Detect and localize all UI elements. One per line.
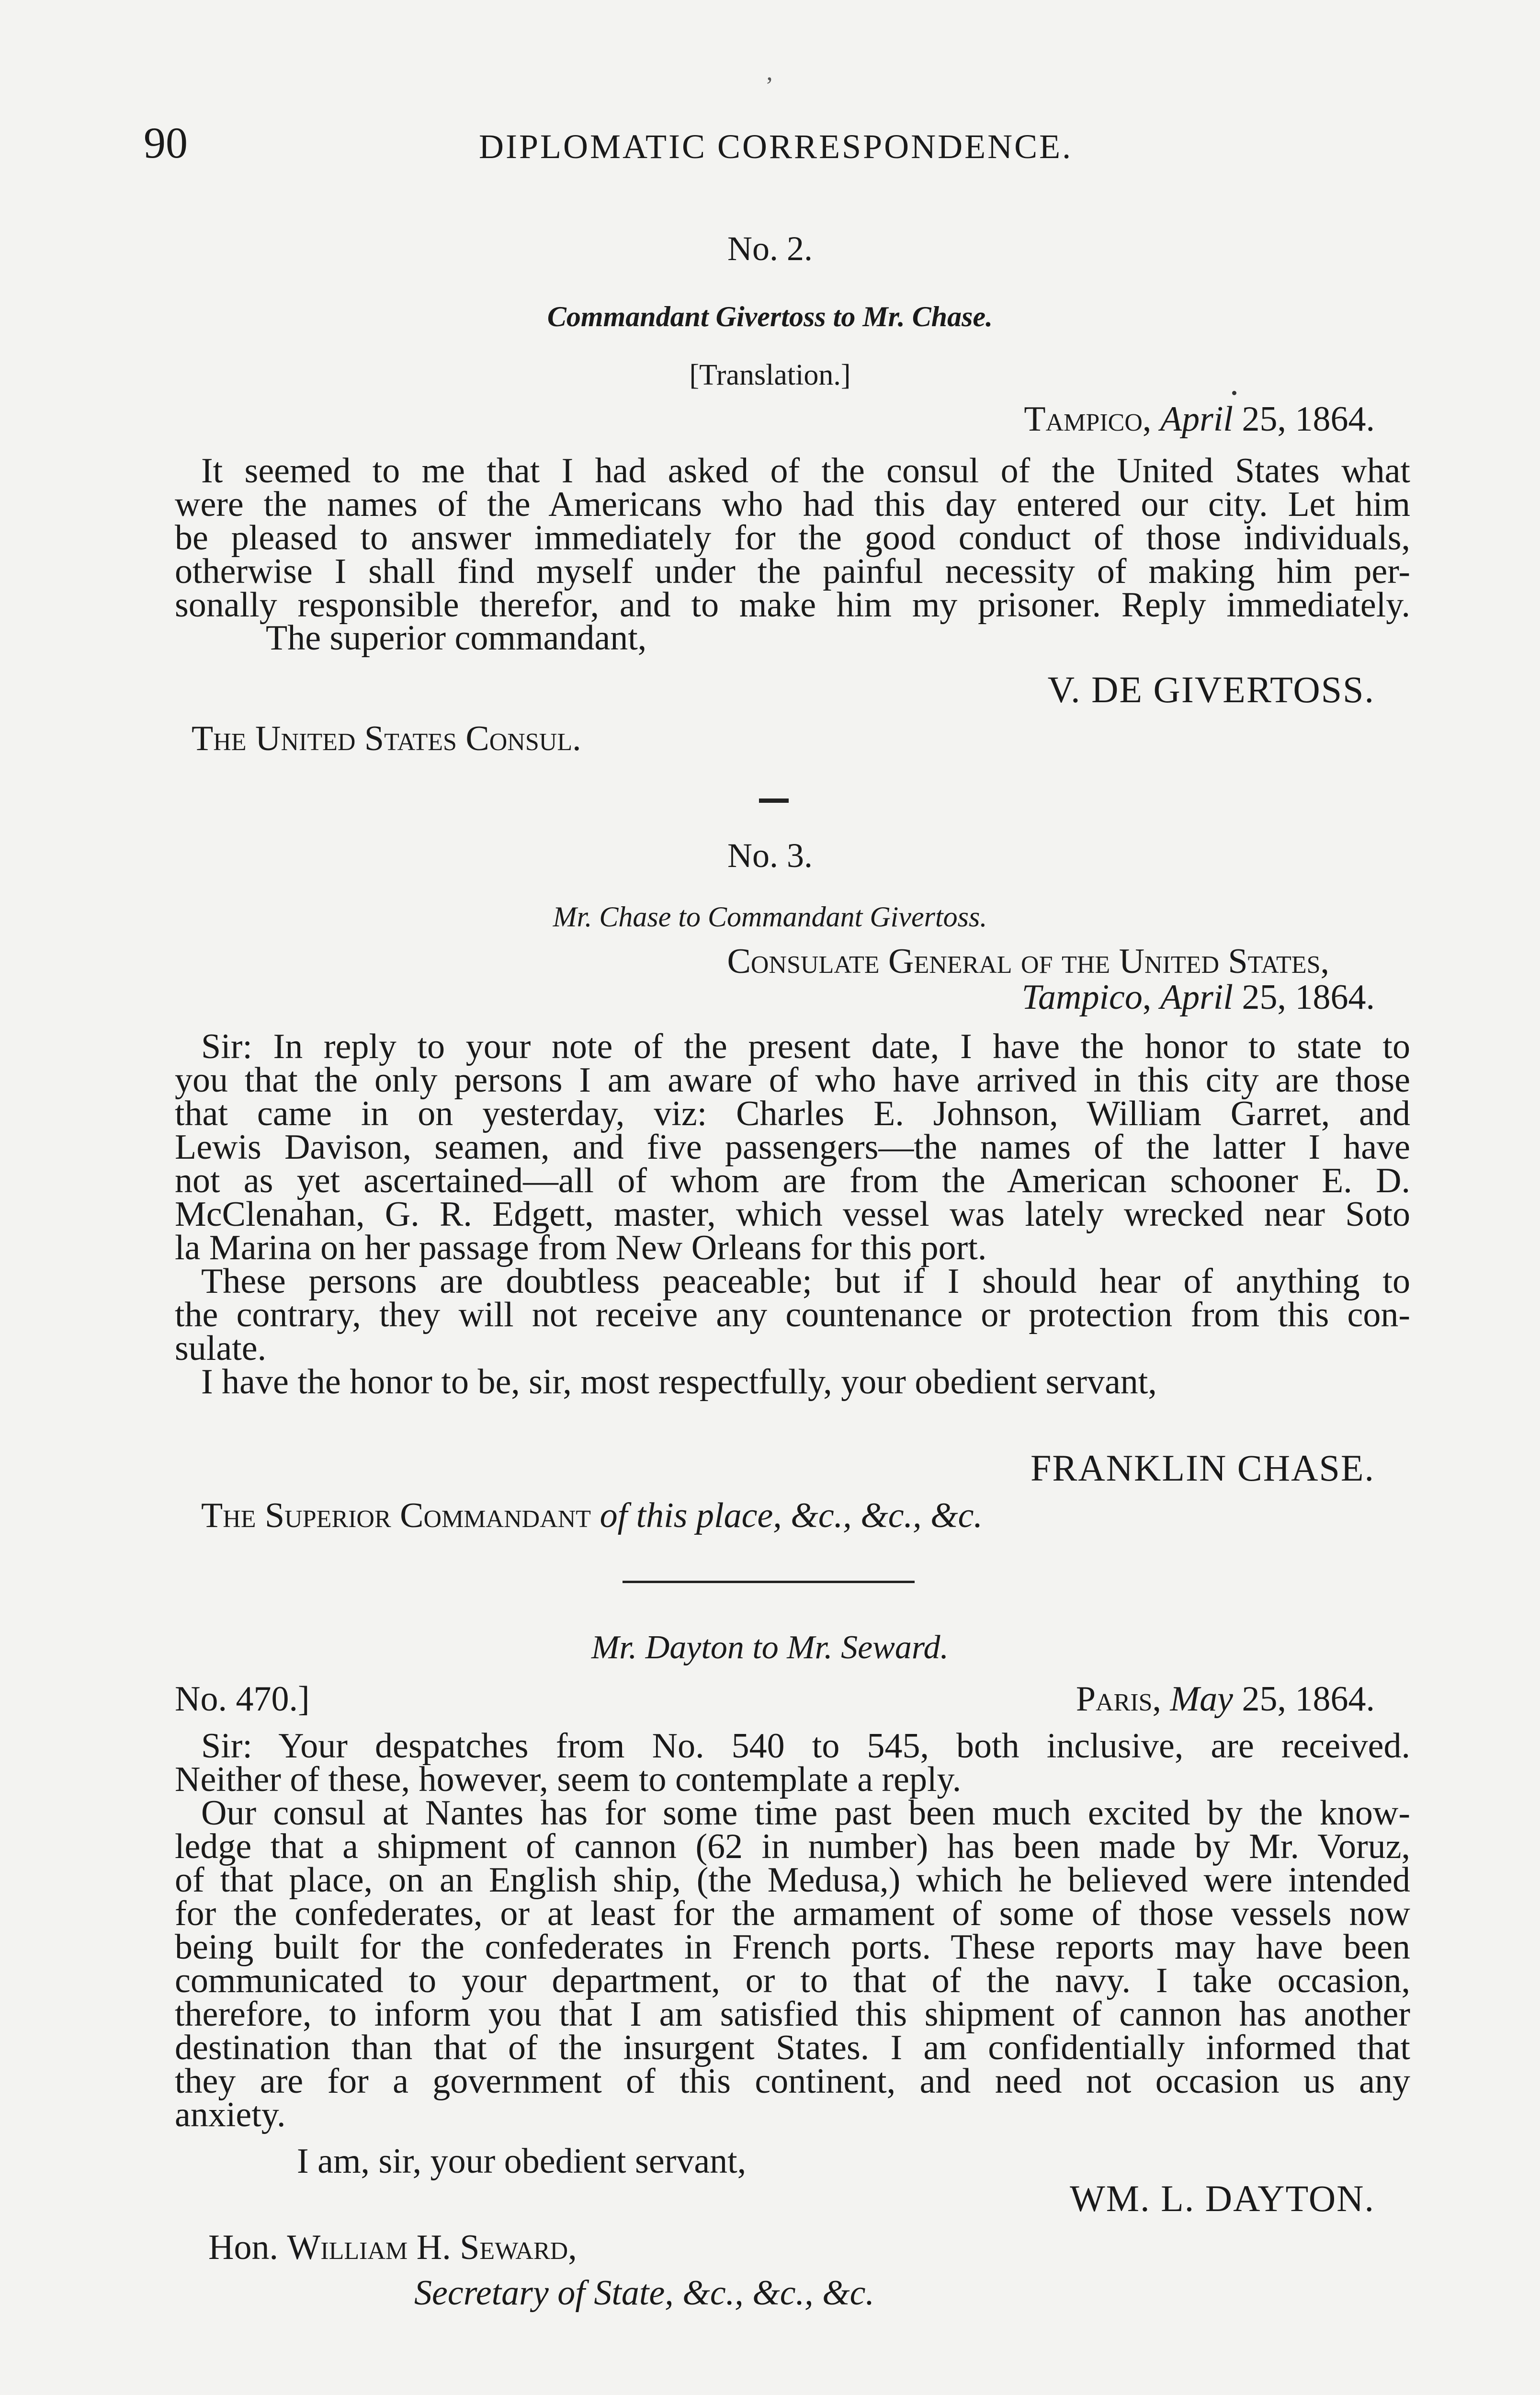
doc3-line: that came in on yesterday, viz: Charles E. Johnson, William Garret, and: [175, 1094, 1410, 1133]
doc3-addressee: The Superior Commandant of this place, &c., &c., &c.: [201, 1496, 983, 1535]
doc4-line: ledge that a shipment of cannon (62 in number) has been made by Mr. Voruz,: [175, 1827, 1410, 1866]
doc4-addressee-line2: Secretary of State, &c., &c., &c.: [414, 2273, 875, 2313]
doc4-line: for the confederates, or at least for the armament of some of those vessels now: [175, 1894, 1410, 1933]
doc2-body: [175, 451, 1410, 625]
page-number: 90: [144, 118, 188, 167]
doc4-number: No. 470.]: [175, 1679, 310, 1719]
doc2-line: were the names of the Americans who had this day entered our city. Let him: [175, 485, 1410, 524]
doc4-addressee-line1: Hon. William H. Seward,: [208, 2228, 577, 2267]
doc2-translation-note: [Translation.]: [689, 359, 851, 391]
speck: [1232, 391, 1236, 395]
doc3-line: Lewis Davison, seamen, and five passengers—the names of the latter I have: [175, 1128, 1410, 1167]
doc4-line: of that place, on an English ship, (the Medusa,) which he believed were intended: [175, 1860, 1410, 1900]
doc4-line: communicated to your department, or to that of the navy. I take occasion,: [175, 1961, 1410, 2000]
doc3-line: you that the only persons I am aware of who have arrived in this city are those: [175, 1061, 1410, 1100]
doc3-heading-line1: Consulate General of the United States,: [727, 942, 1329, 981]
doc4-line: destination than that of the insurgent States. I am confidentially informed that: [175, 2028, 1410, 2067]
doc3-line: la Marina on her passage from New Orleans for this port.: [175, 1228, 987, 1267]
doc2-line: sonally responsible therefor, and to make him my prisoner. Reply immediately.: [175, 585, 1410, 625]
doc3-closing: I have the honor to be, sir, most respectfully, your obedient servant,: [201, 1362, 1157, 1402]
doc3-number: No. 3.: [727, 836, 813, 875]
doc2-line: otherwise I shall find myself under the painful necessity of making him per-: [175, 552, 1410, 591]
doc4-body: [175, 1726, 1410, 2134]
doc4-line: Our consul at Nantes has for some time past been much excited by the know-: [201, 1793, 1410, 1833]
doc4-line: being built for the confederates in French ports. These reports may have been: [175, 1927, 1410, 1967]
doc2-addressee: The United States Consul.: [192, 719, 581, 758]
doc4-line: therefore, to inform you that I am satisfied this shipment of cannon has another: [175, 1995, 1410, 2034]
doc4-signature: WM. L. DAYTON.: [1070, 2178, 1375, 2219]
doc3-signature: FRANKLIN CHASE.: [1030, 1447, 1375, 1489]
doc3-subtitle: Mr. Chase to Commandant Givertoss.: [553, 901, 987, 933]
section-dash: [759, 798, 789, 803]
doc4-subtitle: Mr. Dayton to Mr. Seward.: [591, 1629, 949, 1666]
section-rule: [623, 1581, 915, 1583]
doc3-line: These persons are doubtless peaceable; but if I should hear of anything to: [201, 1262, 1410, 1301]
doc3-line: sulate.: [175, 1329, 267, 1368]
doc3-line: not as yet ascertained—all of whom are from the American schooner E. D.: [175, 1161, 1410, 1200]
running-title: DIPLOMATIC CORRESPONDENCE.: [479, 127, 1073, 166]
doc2-dateline: Tampico, April 25, 1864.: [1024, 399, 1375, 439]
doc2-closing: The superior commandant,: [266, 618, 647, 658]
doc3-dateline: Tampico, April 25, 1864.: [1021, 978, 1375, 1017]
doc4-line: Sir: Your despatches from No. 540 to 545, both inclusive, are received.: [201, 1726, 1410, 1766]
doc4-line: Neither of these, however, seem to contemplate a reply.: [175, 1760, 962, 1799]
doc2-subtitle: Commandant Givertoss to Mr. Chase.: [547, 301, 993, 332]
doc2-number: No. 2.: [727, 229, 813, 268]
stray-mark: ʼ: [765, 72, 774, 100]
doc4-dateline: Paris, May 25, 1864.: [1076, 1679, 1375, 1719]
doc3-line: Sir: In reply to your note of the present date, I have the honor to state to: [201, 1027, 1410, 1066]
doc3-line: the contrary, they will not receive any countenance or protection from this con-: [175, 1295, 1410, 1334]
doc2-line: It seemed to me that I had asked of the consul of the United States what: [201, 451, 1410, 490]
doc4-closing: I am, sir, your obedient servant,: [297, 2142, 747, 2181]
doc3-line: McClenahan, G. R. Edgett, master, which vessel was lately wrecked near Soto: [175, 1195, 1410, 1234]
doc4-line: they are for a government of this continent, and need not occasion us any: [175, 2062, 1410, 2101]
doc4-line: anxiety.: [175, 2095, 286, 2134]
doc2-signature: V. DE GIVERTOSS.: [1047, 669, 1375, 710]
doc3-body: [175, 1027, 1410, 1402]
doc2-line: be pleased to answer immediately for the good conduct of those individuals,: [175, 518, 1410, 558]
